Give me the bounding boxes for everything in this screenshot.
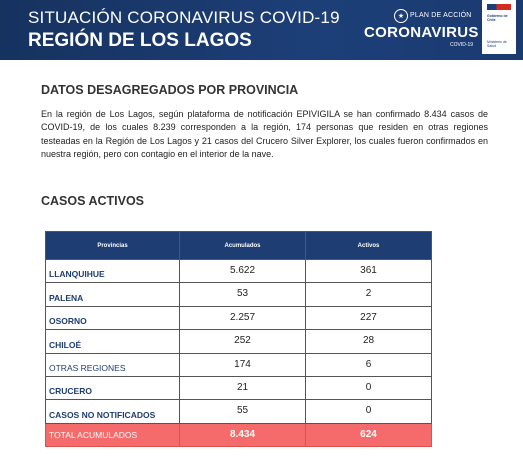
summary-paragraph: En la región de Los Lagos, según plataforma de notificación EPIVIGILA se han confirmado 8.434 casos de COVID-19, de los cuales 8.239 corresponden a la región, 174 personas que residen en otras regiones testeadas en la Región de Los Lagos y 21 casos del Crucero Silver Explorer, los cuales fueron confirmados en nuestra región, pero con contagio en el interior de la nave. [41, 109, 488, 160]
col-header-provincias: Provincias [46, 232, 180, 260]
province-name: OTRAS REGIONES [46, 353, 180, 376]
acumulados-value: 2.257 [180, 306, 306, 329]
table-row [46, 283, 432, 306]
ministry-label: Ministerio de Salud [487, 40, 507, 49]
acumulados-value: 21 [180, 376, 306, 399]
table-row [46, 306, 432, 329]
province-name: CRUCERO [46, 376, 180, 399]
table-row [46, 400, 432, 423]
table-row [46, 353, 432, 376]
acumulados-value: 5.622 [180, 260, 306, 283]
table-row [46, 330, 432, 353]
acumulados-value: 53 [180, 283, 306, 306]
activos-value: 0 [306, 400, 432, 423]
plan-small-label: PLAN DE ACCIÓN [410, 12, 472, 19]
table-row [46, 260, 432, 283]
gov-label: Gobierno de Chile [487, 14, 508, 23]
province-name: CHILOÉ [46, 330, 180, 353]
activos-value: 227 [306, 306, 432, 329]
report-title-line2: REGIÓN DE LOS LAGOS [28, 30, 252, 51]
province-name: PALENA [46, 283, 180, 306]
province-name: OSORNO [46, 306, 180, 329]
activos-value: 28 [306, 330, 432, 353]
acumulados-value: 55 [180, 400, 306, 423]
plan-big-label: CORONAVIRUS [364, 24, 479, 41]
acumulados-value: 252 [180, 330, 306, 353]
report-header [0, 0, 523, 60]
gobierno-logo [482, 0, 516, 54]
report-title-line1: SITUACIÓN CORONAVIRUS COVID-19 [28, 8, 340, 27]
col-header-activos: Activos [306, 232, 432, 260]
casos-activos-table [45, 231, 432, 447]
acumulados-value: 174 [180, 353, 306, 376]
plan-covid-label: COVID-19 [450, 42, 474, 48]
total-label: TOTAL ACUMULADOS [46, 423, 180, 446]
activos-value: 2 [306, 283, 432, 306]
province-name: LLANQUIHUE [46, 260, 180, 283]
col-header-acumulados: Acumulados [180, 232, 306, 260]
total-acumulados-value: 8.434 [180, 423, 306, 446]
section-heading-provincia: DATOS DESAGREGADOS POR PROVINCIA [41, 83, 299, 97]
plan-coronavirus-logo [364, 6, 479, 54]
activos-value: 361 [306, 260, 432, 283]
total-row [46, 423, 432, 446]
flag-icon [487, 4, 511, 10]
activos-value: 0 [306, 376, 432, 399]
activos-value: 6 [306, 353, 432, 376]
star-icon: ★ [394, 9, 408, 23]
total-activos-value: 624 [306, 423, 432, 446]
province-name: CASOS NO NOTIFICADOS [46, 400, 180, 423]
table-row [46, 376, 432, 399]
section-heading-casos-activos: CASOS ACTIVOS [41, 194, 145, 208]
table-header-row [46, 232, 432, 260]
